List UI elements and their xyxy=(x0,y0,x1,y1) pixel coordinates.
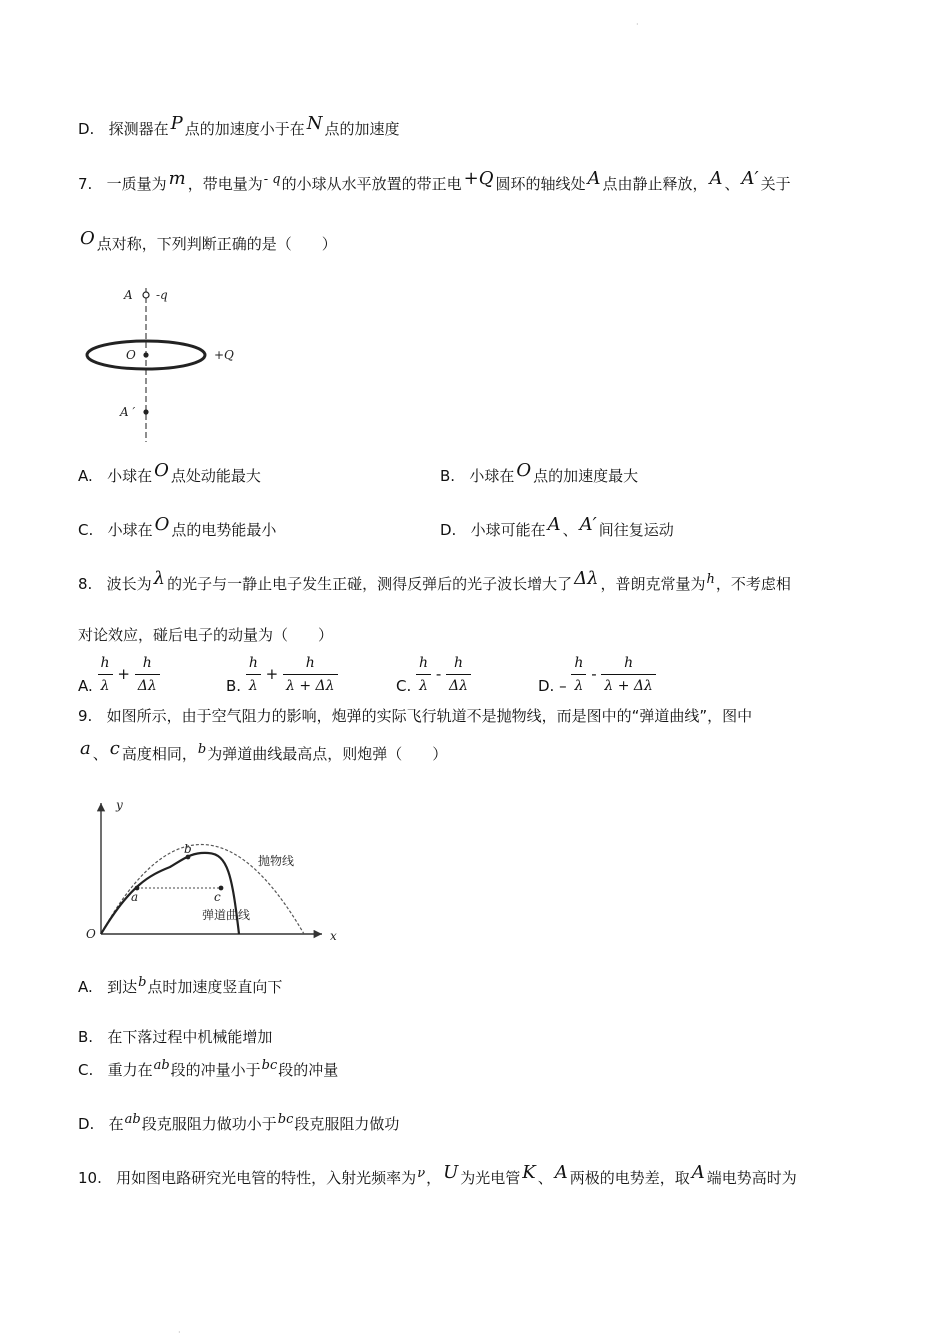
fraction: $\frac{h}{\lambda + \Delta\lambda}$ xyxy=(283,652,338,697)
label-o: O xyxy=(86,927,96,941)
q6-option-d: D. 探测器在 P 点的加速度小于在 N 点的加速度 xyxy=(78,113,400,138)
point-o xyxy=(143,352,148,357)
label-c: c xyxy=(214,890,221,904)
q9-stem-line2: a 、 c 高度相同，b为弹道曲线最高点，则炮弹（ ） xyxy=(80,738,448,763)
point-a-charge xyxy=(143,292,149,298)
q9-stem-line1: 9. 如图所示，由于空气阻力的影响，炮弹的实际飞行轨道不是抛物线，而是图中的“弹道曲线”，图中 xyxy=(78,707,753,725)
label-x: x xyxy=(330,929,337,943)
q10-stem-line1: 10. 用如图电路研究光电管的特性，入射光频率为ν， U 为光电管 K 、 A 两极的电势差，取 A 端电势高时为 xyxy=(78,1162,797,1187)
label-y: y xyxy=(116,798,123,812)
scan-dot: · xyxy=(636,20,639,29)
scan-dot: · xyxy=(178,1328,181,1337)
q8-option-b[interactable]: B. $\frac{h}{\lambda}$ + $\frac{h}{\lambda + \Delta\lambda}$ xyxy=(226,652,338,697)
q8-stem-line2: 对论效应，碰后电子的动量为（ ） xyxy=(78,626,334,644)
label-a: a xyxy=(131,890,139,904)
fraction: $\frac{h}{\lambda}$ xyxy=(98,652,113,697)
label-minus-q: -q xyxy=(156,288,168,302)
label-b: b xyxy=(184,842,192,856)
q9-option-a[interactable]: A. 到达b点时加速度竖直向下 xyxy=(78,975,283,996)
fraction: $\frac{h}{\lambda}$ xyxy=(246,652,261,697)
q9-trajectory-figure xyxy=(80,795,350,945)
q7-option-d[interactable]: D. 小球可能在 A 、 A′ 间往复运动 xyxy=(440,514,674,539)
fraction: $\frac{h}{\lambda}$ xyxy=(416,652,431,697)
fraction: $\frac{h}{\lambda + \Delta\lambda}$ xyxy=(601,652,656,697)
fraction: $\frac{h}{\Delta\lambda}$ xyxy=(135,652,160,697)
q7-option-b[interactable]: B. 小球在 O 点的加速度最大 xyxy=(440,460,639,485)
q7-option-c[interactable]: C. 小球在 O 点的电势能最小 xyxy=(78,514,277,539)
q8-option-d[interactable]: D. – $\frac{h}{\lambda}$ - $\frac{h}{\lambda + \Delta\lambda}$ xyxy=(538,652,656,697)
label-a-prime: A ′ xyxy=(120,405,136,419)
fraction: $\frac{h}{\lambda}$ xyxy=(571,652,586,697)
q8-option-a[interactable]: A. $\frac{h}{\lambda}$ + $\frac{h}{\Delta\lambda}$ xyxy=(78,652,160,697)
label-a: A xyxy=(124,288,133,302)
q7-stem-line2: O 点对称，下列判断正确的是（ ） xyxy=(80,228,337,253)
fraction: $\frac{h}{\Delta\lambda}$ xyxy=(446,652,471,697)
q7-option-a[interactable]: A. 小球在 O 点处动能最大 xyxy=(78,460,261,485)
point-a-prime xyxy=(143,409,148,414)
label-ballistic: 弹道曲线 xyxy=(202,908,251,922)
q7-stem-line1: 7. 一质量为 m ，带电量为- q的小球从水平放置的带正电 +Q 圆环的轴线处 A 点由静止释放， A 、 A′ 关于 xyxy=(78,168,791,193)
q7-ring-figure xyxy=(80,280,250,450)
label-plus-q: +Q xyxy=(214,348,234,362)
label-parabola: 抛物线 xyxy=(258,854,295,868)
q8-stem-line1: 8. 波长为 λ 的光子与一静止电子发生正碰，测得反弹后的光子波长增大了 Δλ ，普朗克常量为h，不考虑相 xyxy=(78,568,791,593)
q9-option-d[interactable]: D. 在ab段克服阻力做功小于bc段克服阻力做功 xyxy=(78,1112,400,1133)
q9-option-c[interactable]: C. 重力在ab段的冲量小于bc段的冲量 xyxy=(78,1058,339,1079)
q9-option-b[interactable]: B. 在下落过程中机械能增加 xyxy=(78,1028,273,1046)
q8-option-c[interactable]: C. $\frac{h}{\lambda}$ - $\frac{h}{\Delta\lambda}$ xyxy=(396,652,471,697)
label-o: O xyxy=(126,348,136,362)
